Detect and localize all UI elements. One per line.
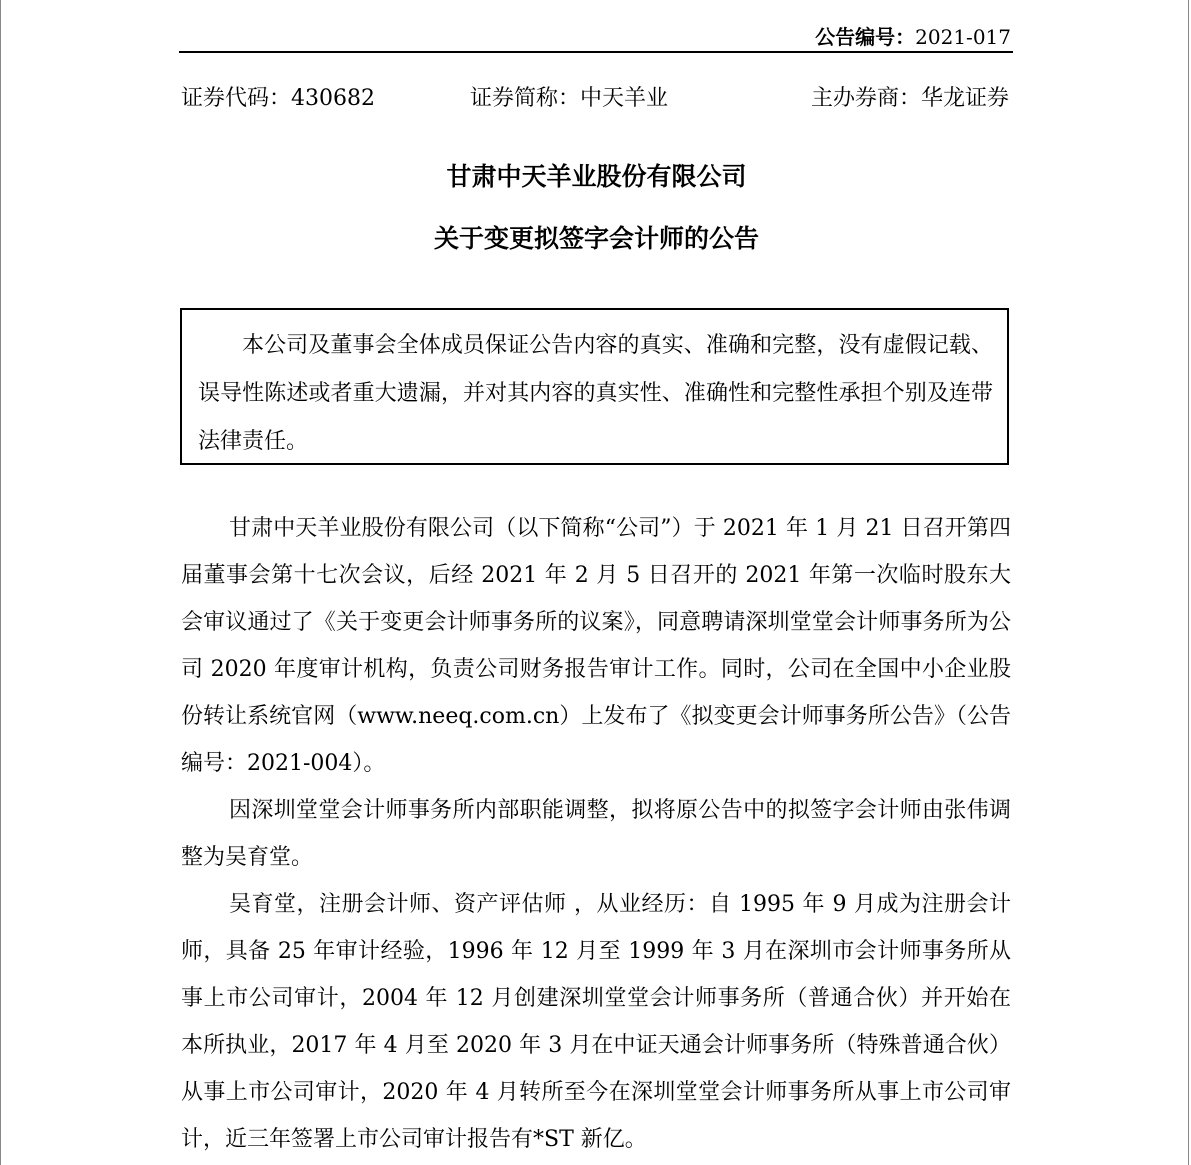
announcement-body [181, 505, 1011, 1163]
board-statement-box [180, 308, 1009, 465]
stock-code: 证券代码：430682 [181, 86, 375, 111]
body-paragraph-1: 甘肃中天羊业股份有限公司（以下简称“公司”）于 2021 年 1 月 21 日召开第四届董事会第十七次会议，后经 2021 年 2 月 5 日召开的 2021 年第一次临时股东大会审议通过了《关于变更会计师事务所的议案》，同意聘请深圳堂堂会计师事务所为公司 2020 年度审计机构，负责公司财务报告审计工作。同时，公司在全国中小企业股份转让系统官网（www.neeq.com.cn）上发布了《拟变更会计师事务所公告》（公告编号：2021-004）。 [181, 516, 1011, 776]
notice-number-value: 2021-017 [915, 25, 1011, 49]
board-statement-text: 本公司及董事会全体成员保证公告内容的真实、准确和完整，没有虚假记载、误导性陈述或者重大遗漏，并对其内容的真实性、准确性和完整性承担个别及连带法律责任。 [198, 333, 993, 454]
notice-number [815, 24, 1011, 50]
notice-number-label: 公告编号： [815, 25, 916, 49]
document-header [179, 22, 1013, 53]
lead-broker: 主办券商：华龙证券 [810, 86, 1009, 111]
stock-short-name: 证券简称：中天羊业 [470, 86, 669, 111]
security-info-row [181, 84, 1011, 114]
company-title: 甘肃中天羊业股份有限公司 [446, 162, 747, 191]
announcement-title: 关于变更拟签字会计师的公告 [433, 224, 759, 253]
body-paragraph-3: 吴育堂，注册会计师、资产评估师 ，从业经历：自 1995 年 9 月成为注册会计师，具备 25 年审计经验，1996 年 12 月至 1999 年 3 月在深圳市会计师事务所从事上市公司审计，2004 年 12 月创建深圳堂堂会计师事务所（普通合伙）并开始在本所执业，2017 年 4 月至 2020 年 3 月在中证天通会计师事务所（特殊普通合伙）从事上市公司审计，2020 年 4 月转所至今在深圳堂堂会计师事务所从事上市公司审计，近三年签署上市公司审计报告有*ST 新亿。 [181, 892, 1011, 1152]
body-paragraph-2: 因深圳堂堂会计师事务所内部职能调整，拟将原公告中的拟签字会计师由张伟调整为吴育堂。 [181, 798, 1011, 870]
